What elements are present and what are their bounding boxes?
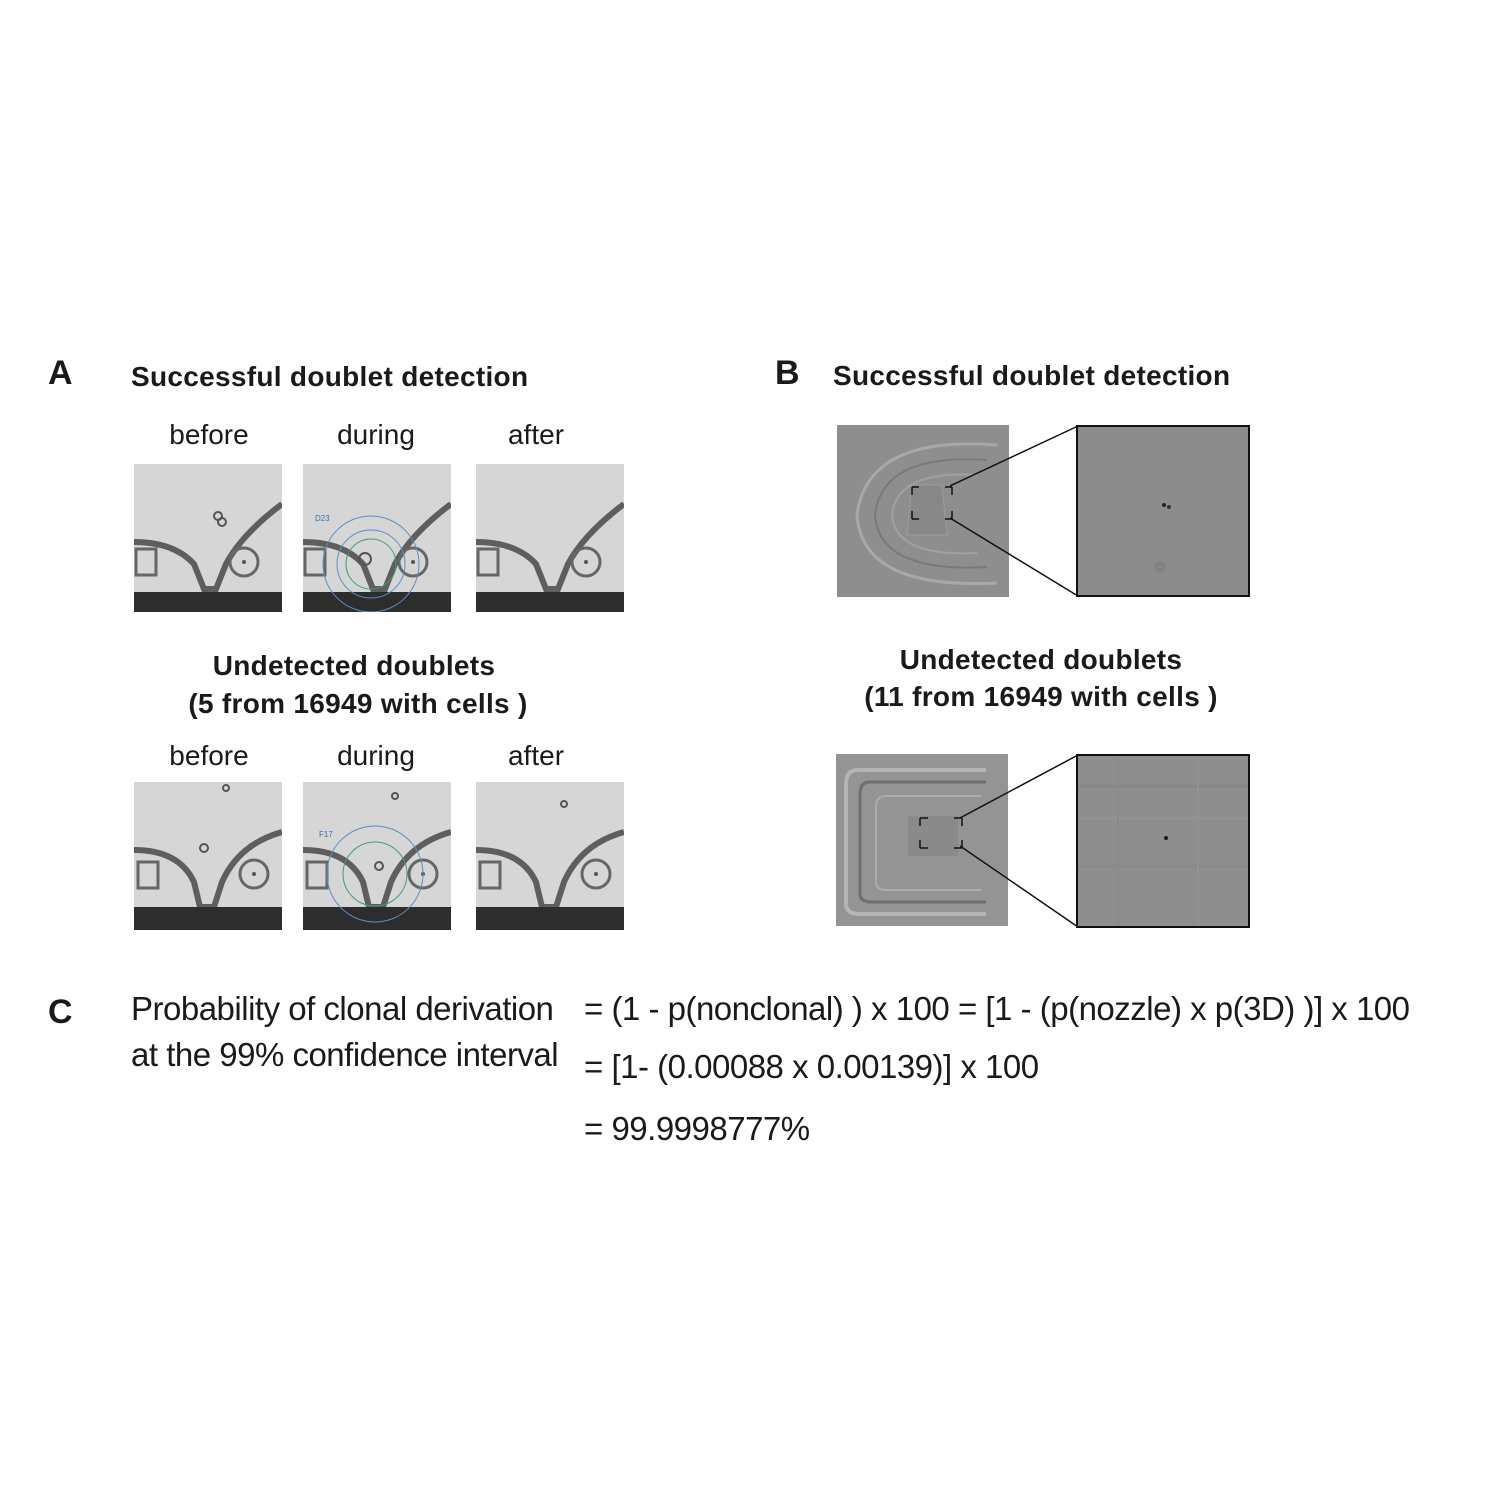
zoom-connector-lines-2 — [960, 754, 1080, 928]
panel-letter-c: C — [48, 993, 73, 1031]
label-after-2: after — [507, 740, 565, 771]
panel-a-undetected-title-line2: (5 from 16949 with cells ) — [188, 688, 528, 719]
panel-letter-b: B — [775, 354, 800, 392]
label-before: before — [169, 419, 249, 450]
zoom-connector-lines — [950, 425, 1080, 597]
panel-a-undetected-title-line1: Undetected doublets — [212, 650, 496, 681]
panel-b-undetected-title-line2: (11 from 16949 with cells ) — [864, 681, 1218, 712]
micrograph-success-before — [134, 464, 282, 612]
label-during-2: during — [337, 740, 415, 771]
zoom-image-undetected — [1076, 754, 1250, 928]
equation-result: = 99.9998777% — [584, 1110, 810, 1147]
equation-line2: = [1- (0.00088 x 0.00139)] x 100 — [584, 1048, 1039, 1085]
micrograph-undetected-before — [134, 782, 282, 930]
label-during: during — [337, 419, 415, 450]
probability-label-line2: at the 99% confidence interval — [131, 1036, 559, 1073]
panel-b-success-title: Successful doublet detection — [833, 360, 1231, 391]
probability-label-line1: Probability of clonal derivation — [131, 990, 554, 1027]
panel-letter-a: A — [48, 354, 73, 392]
well-id-label: D23 — [315, 514, 330, 523]
micrograph-success-after — [476, 464, 624, 612]
label-before-2: before — [169, 740, 249, 771]
micrograph-undetected-during — [303, 782, 451, 930]
micrograph-success-during — [303, 464, 451, 612]
panel-b-undetected-title-line1: Undetected doublets — [899, 644, 1183, 675]
micrograph-undetected-after — [476, 782, 624, 930]
label-after: after — [507, 419, 565, 450]
well-id-label-2: F17 — [319, 830, 333, 839]
zoom-image-success — [1076, 425, 1250, 597]
equation-line1: = (1 - p(nonclonal) ) x 100 = [1 - (p(nozzle) x p(3D) )] x 100 — [584, 990, 1410, 1027]
panel-a-success-title: Successful doublet detection — [131, 361, 529, 392]
